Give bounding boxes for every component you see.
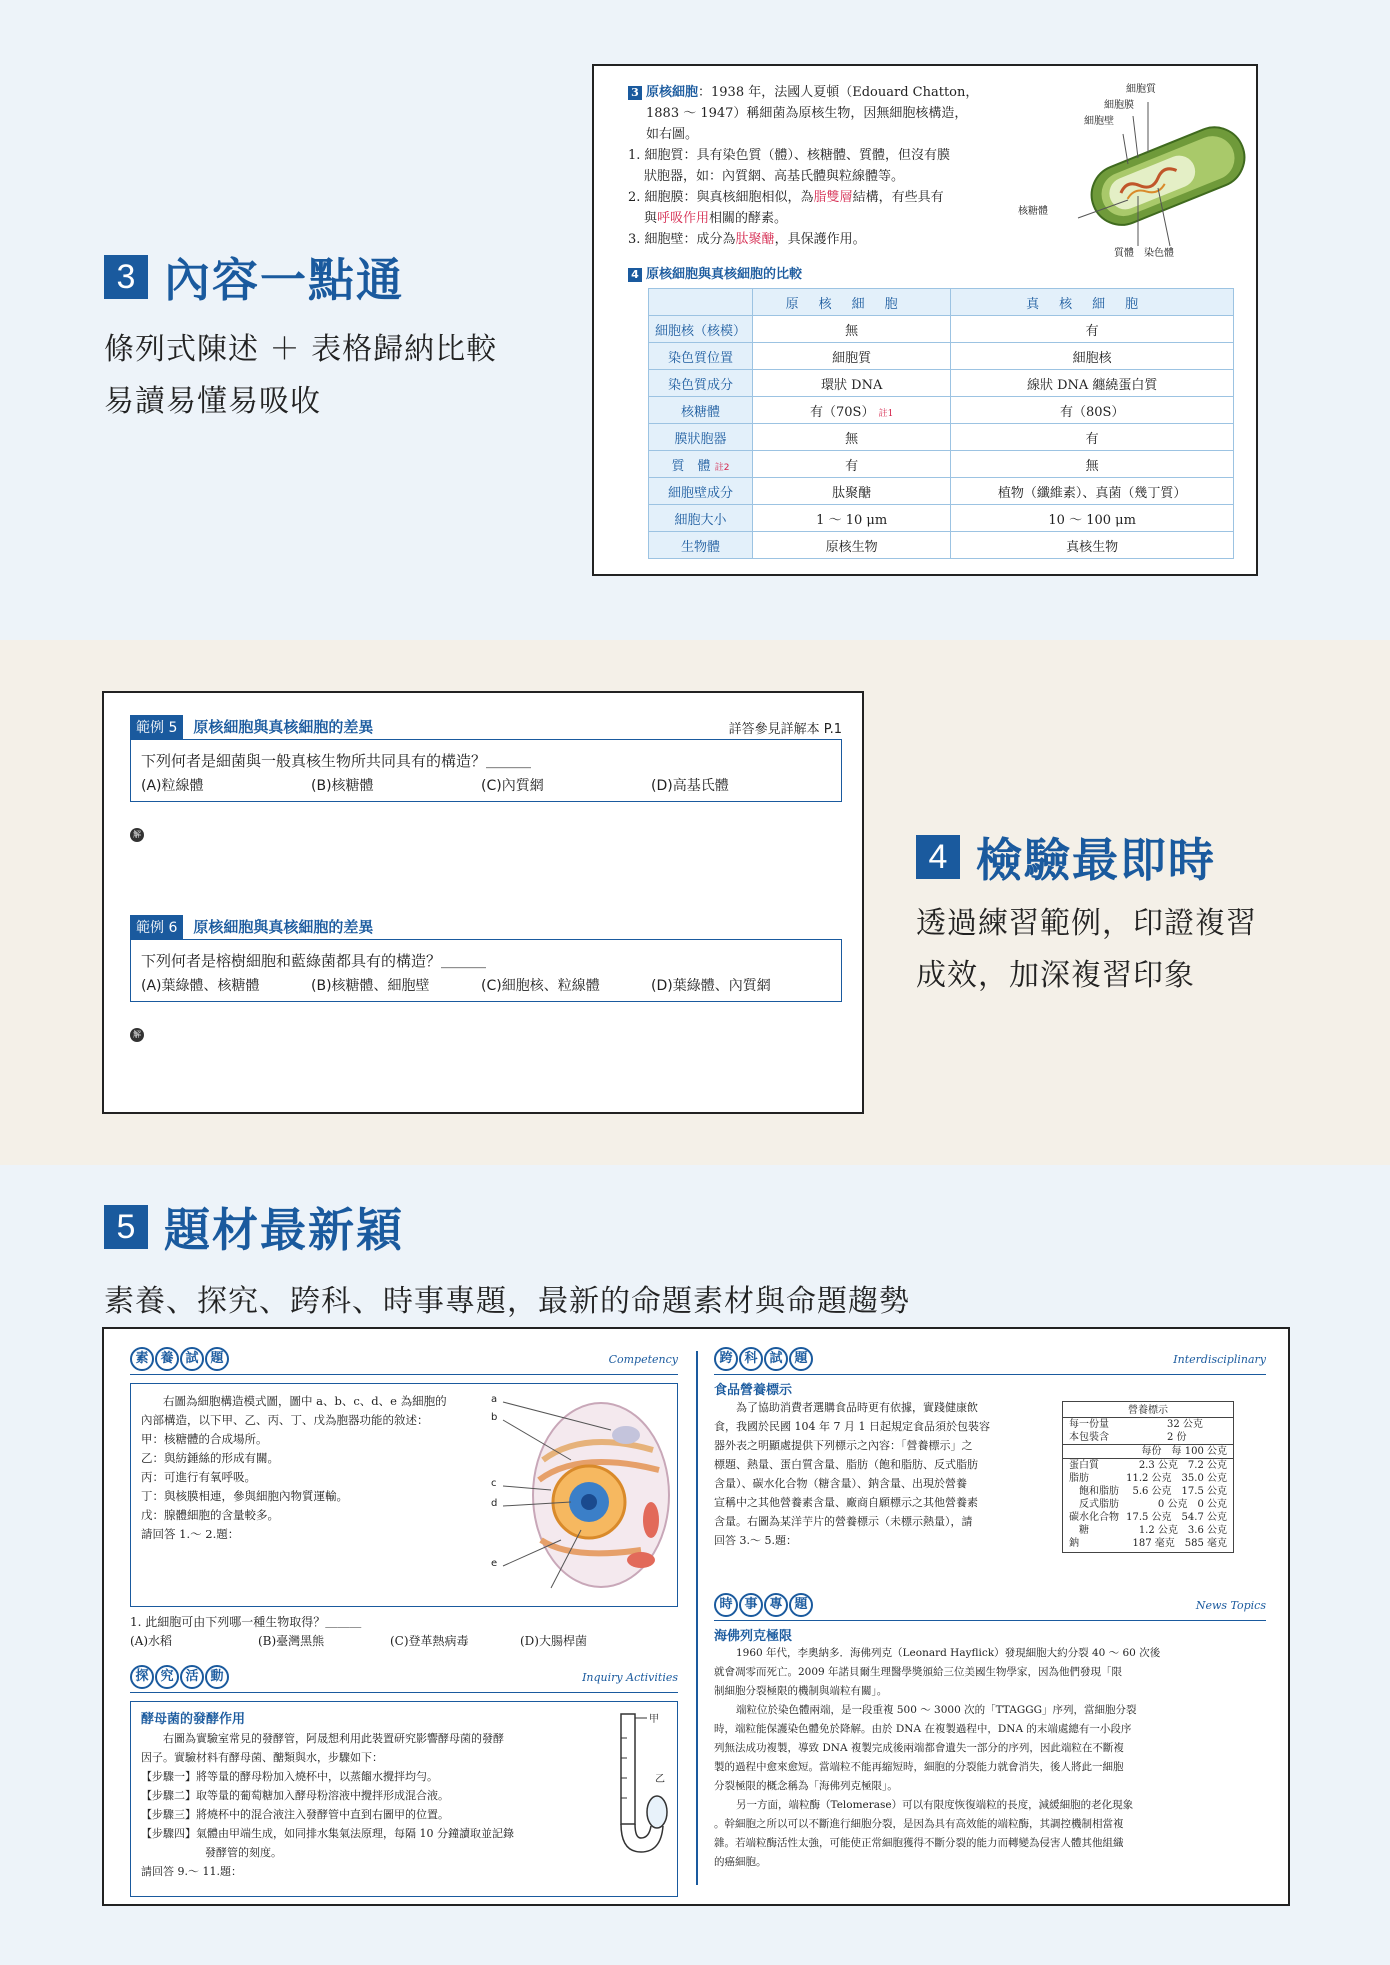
table-cell: 有 xyxy=(951,316,1234,343)
text-line: 戊：腺體細胞的含量較多。 xyxy=(141,1508,279,1522)
text-line: 雜。若端粒酶活性太強，可能使正常細胞獲得不斷分裂的能力而轉變為侵害人體其他組織 xyxy=(714,1837,1124,1849)
nutrient-value: 1.2 公克 xyxy=(1138,1525,1178,1536)
question-text: 下列何者是榕樹細胞和藍綠菌都具有的構造？＿＿＿ xyxy=(141,952,487,970)
text-line: 列無法成功複製，導致 DNA 複製完成後兩端都會遺失一部分的序列，因此端粒在不斷複 xyxy=(714,1742,1124,1754)
diagram-label: 乙 xyxy=(655,1774,665,1785)
text-line: 內部構造，以下甲、乙、丙、丁、戊為胞器功能的敘述： xyxy=(141,1413,429,1427)
table-cell: 真核生物 xyxy=(951,532,1234,559)
nutrition-value: 32 公克 xyxy=(1167,1419,1203,1430)
highlight: 呼吸作用 xyxy=(657,211,710,226)
nutrient-value: 3.6 公克 xyxy=(1187,1525,1227,1536)
text-line: 含量）、碳水化合物（糖含量）、鈉含量、出現於營養 xyxy=(714,1477,967,1490)
nutrient-value: 11.2 公克 xyxy=(1126,1473,1172,1484)
nutrient-name: 脂肪 xyxy=(1069,1473,1089,1484)
table-row xyxy=(649,532,1234,559)
note-marker: 註2 xyxy=(714,462,730,473)
list-item: 1. 細胞質：具有染色質（體）、核糖體、質體，但沒有膜 xyxy=(628,148,951,163)
comparison-table xyxy=(648,288,1234,559)
option: (A)葉綠體、核糖體 xyxy=(141,978,260,994)
nutrient-value: 35.0 公克 xyxy=(1181,1473,1227,1484)
diagram-label: e xyxy=(491,1558,498,1569)
column-divider xyxy=(696,1351,698,1885)
question-box xyxy=(130,739,842,802)
nutrient-value: 0 公克 xyxy=(1197,1499,1227,1510)
example-tag: 範例 5 xyxy=(130,715,183,739)
nutrient-name: 糖 xyxy=(1079,1525,1089,1536)
list-item: 狀胞器，如：內質網、高基氏體與粒線體等。 xyxy=(644,169,905,184)
heading-char: 跨 xyxy=(714,1347,738,1371)
table-row xyxy=(649,478,1234,505)
nutrient-value: 2.3 公克 xyxy=(1138,1460,1178,1471)
diagram-label: 甲 xyxy=(649,1714,659,1725)
competency-section xyxy=(130,1347,678,1651)
text-part: 結構，有些具有 xyxy=(852,190,944,205)
inquiry-section xyxy=(130,1665,678,1897)
feature-desc: 易讀易懂易吸收 xyxy=(104,384,321,419)
heading-char: 活 xyxy=(180,1665,204,1689)
option: (B)核糖體、細胞壁 xyxy=(311,978,430,994)
table-row xyxy=(649,451,1234,478)
option: (B)臺灣黑熊 xyxy=(258,1634,325,1648)
text-line: 甲：核糖體的合成場所。 xyxy=(141,1432,268,1446)
text-line: 。幹細胞之所以可以不斷進行細胞分裂，是因為具有高效能的端粒酶，其調控機制相當複 xyxy=(714,1818,1124,1830)
text-line: 就會凋零而死亡。2009 年諾貝爾生理醫學獎頒給三位美國生物學家，因為他們發現「限 xyxy=(714,1666,1123,1678)
passage-title: 酵母菌的發酵作用 xyxy=(141,1712,246,1727)
table-cell: 有 xyxy=(951,424,1234,451)
table-cell: 無 xyxy=(753,316,951,343)
option: (B)核糖體 xyxy=(311,778,374,794)
text-line: 製的過程中愈來愈短。當端粒不能再縮短時，細胞的分裂能力就會消失，後人將此一細胞 xyxy=(714,1761,1124,1773)
text-line: 右圖為實驗室常見的發酵管，阿晟想利用此裝置研究影響酵母菌的發酵 xyxy=(163,1732,504,1745)
table-cell: 1 ～ 10 μm xyxy=(753,505,951,532)
option: (D)葉綠體、內質網 xyxy=(651,978,771,994)
nutrient-value: 54.7 公克 xyxy=(1181,1512,1227,1523)
row-header: 細胞大小 xyxy=(649,505,753,532)
table-cell: 環狀 DNA xyxy=(753,370,951,397)
feature-title: 題材最新穎 xyxy=(164,1203,404,1257)
table-cell: 細胞核 xyxy=(951,343,1234,370)
question-text: 1. 此細胞可由下列哪一種生物取得？＿＿＿ xyxy=(130,1615,362,1629)
nutrient-name: 鈉 xyxy=(1069,1538,1079,1549)
nutrition-header: 每份 xyxy=(1141,1446,1162,1457)
passage-title: 海佛列克極限 xyxy=(714,1629,793,1644)
option: (A)水稻 xyxy=(130,1634,173,1648)
nutrient-value: 187 毫克 xyxy=(1132,1538,1175,1549)
text-line: 的癌細胞。 xyxy=(714,1856,767,1868)
option: (C)內質網 xyxy=(481,778,544,794)
feature-number: 3 xyxy=(104,255,148,299)
fermentation-tube-diagram xyxy=(601,1708,671,1868)
table-row xyxy=(649,424,1234,451)
section-tag: Interdisciplinary xyxy=(1173,1352,1266,1366)
passage-box xyxy=(130,1383,678,1607)
text-line: 【步驟二】取等量的葡萄糖加入酵母粉溶液中攪拌形成混合液。 xyxy=(141,1789,449,1802)
heading-char: 題 xyxy=(205,1347,229,1371)
feature-desc: 條列式陳述 ＋ 表格歸納比較 xyxy=(104,332,498,367)
text-line: 乙：與紡錘絲的形成有關。 xyxy=(141,1451,279,1465)
text-line: 含量。右圖為某洋芋片的營養標示（未標示熱量），請 xyxy=(714,1515,973,1528)
question-text: 下列何者是細菌與一般真核生物所共同具有的構造？＿＿＿ xyxy=(141,752,532,770)
text-line: ：1938 年，法國人夏頓（Edouard Chatton， xyxy=(698,85,979,100)
text-line: 【步驟一】將等量的酵母粉加入燒杯中，以蒸餾水攪拌均勻。 xyxy=(141,1770,438,1783)
option: (A)粒線體 xyxy=(141,778,204,794)
feature-number: 4 xyxy=(916,835,960,879)
answer-reference: 詳答參見詳解本 P.1 xyxy=(728,721,842,737)
text-part: 2. 細胞膜：與真核細胞相似，為 xyxy=(628,190,814,205)
heading-char: 究 xyxy=(155,1665,179,1689)
text-line: 如右圖。 xyxy=(646,127,699,142)
text-line: 為了協助消費者選購食品時更有依據，實踐健康飲 xyxy=(736,1401,978,1414)
table-cell: 植物（纖維素）、真菌（幾丁質） xyxy=(951,478,1234,505)
column-header: 真核細胞 xyxy=(951,289,1234,316)
diagram-label: 細胞壁 xyxy=(1084,116,1114,127)
table-cell: 細胞質 xyxy=(753,343,951,370)
heading-char: 試 xyxy=(180,1347,204,1371)
content-card xyxy=(592,64,1258,576)
question-box xyxy=(130,939,842,1002)
diagram-label: 質體 xyxy=(1114,248,1134,259)
feature-title: 檢驗最即時 xyxy=(976,833,1216,887)
text-line: 【步驟四】氣體由甲端生成，如同排水集氣法原理，每隔 10 分鐘讀取並記錄 xyxy=(141,1827,514,1840)
text-line: 回答 3.～ 5.題： xyxy=(714,1534,797,1547)
diagram-label: 染色體 xyxy=(1144,248,1174,259)
column-header: 原核細胞 xyxy=(753,289,951,316)
heading-char: 專 xyxy=(764,1593,788,1617)
diagram-label: 細胞膜 xyxy=(1104,100,1134,111)
heading-char: 事 xyxy=(739,1593,763,1617)
text-line: 丙：可進行有氧呼吸。 xyxy=(141,1470,256,1484)
heading-char: 養 xyxy=(155,1347,179,1371)
option: (C)細胞核、粒線體 xyxy=(481,978,600,994)
heading-char: 試 xyxy=(764,1347,788,1371)
section-title: 原核細胞與真核細胞的比較 xyxy=(646,267,803,282)
feature-desc: 成效，加深複習印象 xyxy=(916,958,1195,993)
example-title: 原核細胞與真核細胞的差異 xyxy=(193,918,374,936)
row-header: 膜狀胞器 xyxy=(649,424,753,451)
passage-box xyxy=(130,1701,678,1897)
interdisciplinary-section xyxy=(714,1347,1266,1579)
feature-number: 5 xyxy=(104,1205,148,1249)
nutrition-field: 本包裝含 xyxy=(1069,1432,1109,1443)
section-title: 原核細胞 xyxy=(646,85,699,100)
nutrition-header: 每 100 公克 xyxy=(1171,1446,1227,1457)
table-row xyxy=(649,397,1234,424)
text-part: 與 xyxy=(644,211,658,226)
heading-char: 科 xyxy=(739,1347,763,1371)
option: (D)高基氏體 xyxy=(651,778,729,794)
feature-4 xyxy=(916,824,1257,1002)
text-line: 端粒位於染色體兩端，是一段重複 500 ～ 3000 次的「TTAGGG」序列，當細胞分裂 xyxy=(736,1704,1137,1716)
text-line: 請回答 1.～ 2.題： xyxy=(141,1527,240,1541)
text-line: 因子。實驗材料有酵母菌、醣類與水，步驟如下： xyxy=(141,1751,383,1764)
section-tag: News Topics xyxy=(1195,1598,1266,1612)
heading-char: 時 xyxy=(714,1593,738,1617)
feature-3 xyxy=(104,244,497,428)
row-header: 染色質成分 xyxy=(649,370,753,397)
section-number: 3 xyxy=(628,86,642,100)
nutrient-value: 0 公克 xyxy=(1157,1499,1188,1510)
nutrition-label xyxy=(1062,1401,1234,1553)
example-tag: 範例 6 xyxy=(130,915,183,939)
text-line: 右圖為細胞構造模式圖，圖中 a、b、c、d、e 為細胞的 xyxy=(163,1394,447,1408)
section-tag: Inquiry Activities xyxy=(582,1670,678,1684)
row-header: 生物體 xyxy=(649,532,753,559)
table-row xyxy=(649,370,1234,397)
section-number: 4 xyxy=(628,268,642,282)
table-cell: 線狀 DNA 纏繞蛋白質 xyxy=(951,370,1234,397)
text-line: 1960 年代，李奧納多．海佛列克（Leonard Hayflick）發現細胞大約分裂 40 ～ 60 次後 xyxy=(736,1647,1161,1659)
feature-desc: 素養、探究、跨科、時事專題，最新的命題素材與命題趨勢 xyxy=(104,1284,910,1319)
option: (D)大腸桿菌 xyxy=(520,1634,587,1648)
diagram-label: a xyxy=(491,1394,498,1405)
text-line: 食，我國於民國 104 年 7 月 1 日起規定食品須於包裝容 xyxy=(714,1420,990,1433)
table-cell xyxy=(753,397,951,424)
nutrient-value: 585 毫克 xyxy=(1184,1538,1227,1549)
text-part: 相關的酵素。 xyxy=(709,211,788,226)
example-title: 原核細胞與真核細胞的差異 xyxy=(193,718,374,736)
table-cell: 肽聚醣 xyxy=(753,478,951,505)
heading-char: 動 xyxy=(205,1665,229,1689)
passage-title: 食品營養標示 xyxy=(714,1383,793,1398)
text-line: 器外表之明顯處提供下列標示之內容：「營養標示」之 xyxy=(714,1439,973,1452)
table-row xyxy=(649,505,1234,532)
nutrient-name: 碳水化合物 xyxy=(1069,1512,1119,1523)
text-line: 分裂極限的概念稱為「海佛列克極限」。 xyxy=(714,1780,898,1792)
table-row xyxy=(649,343,1234,370)
section-tag: Competency xyxy=(608,1352,678,1366)
heading-char: 題 xyxy=(789,1347,813,1371)
row-header xyxy=(649,451,753,478)
feature-title: 內容一點通 xyxy=(164,253,404,307)
answer-marker: 解 xyxy=(130,1028,144,1042)
heading-char: 題 xyxy=(789,1593,813,1617)
nutrition-field: 每一份量 xyxy=(1069,1419,1109,1430)
text-part: 3. 細胞壁：成分為 xyxy=(628,232,736,247)
text-line: 標題、熱量、蛋白質含量、脂肪（飽和脂肪、反式脂肪 xyxy=(714,1458,978,1471)
row-header: 細胞核（核模） xyxy=(649,316,753,343)
text-line: 時，端粒能保護染色體免於降解。由於 DNA 在複製過程中，DNA 的末端處總有一小段序 xyxy=(714,1723,1132,1735)
text-line: 宣稱中之其他營養素含量、廠商自願標示之其他營養素 xyxy=(714,1496,978,1509)
table-cell: 有（80S） xyxy=(951,397,1234,424)
diagram-label: c xyxy=(491,1478,497,1489)
text-line: 【步驟三】將燒杯中的混合液注入發酵管中直到右圖甲的位置。 xyxy=(141,1808,449,1821)
table-cell: 無 xyxy=(951,451,1234,478)
option: (C)登革熱病毒 xyxy=(390,1634,469,1648)
nutrient-name: 蛋白質 xyxy=(1069,1460,1099,1471)
note-marker: 註1 xyxy=(878,408,894,419)
feature-5 xyxy=(104,1194,910,1328)
row-header: 核糖體 xyxy=(649,397,753,424)
cell-text: 有（70S） xyxy=(810,404,875,420)
table-cell: 10 ～ 100 μm xyxy=(951,505,1234,532)
bacterium-diagram xyxy=(1018,78,1254,258)
feature-desc: 透過練習範例，印證複習 xyxy=(916,906,1257,941)
table-cell: 有 xyxy=(753,451,951,478)
news-section xyxy=(714,1593,1266,1872)
nutrient-value: 17.5 公克 xyxy=(1126,1512,1172,1523)
text-line: 丁：與核膜相連，參與細胞內物質運輸。 xyxy=(141,1489,348,1503)
row-header: 染色質位置 xyxy=(649,343,753,370)
row-header: 細胞壁成分 xyxy=(649,478,753,505)
highlight: 脂雙層 xyxy=(813,190,853,205)
nutrient-name: 反式脂肪 xyxy=(1079,1499,1119,1510)
answer-marker: 解 xyxy=(130,828,144,842)
table-cell: 原核生物 xyxy=(753,532,951,559)
heading-char: 素 xyxy=(130,1347,154,1371)
highlight: 肽聚醣 xyxy=(735,232,775,247)
diagram-label: d xyxy=(491,1498,498,1509)
table-row xyxy=(649,316,1234,343)
cell-diagram xyxy=(491,1390,671,1600)
diagram-label: b xyxy=(491,1412,498,1423)
text-line: 制細胞分裂極限的機制與端粒有關」。 xyxy=(714,1685,888,1697)
topics-card xyxy=(102,1327,1290,1906)
nutrition-title: 營養標示 xyxy=(1063,1404,1233,1418)
text-part: ，具保護作用。 xyxy=(774,232,866,247)
nutrient-value: 7.2 公克 xyxy=(1187,1460,1227,1471)
diagram-label: 核糖體 xyxy=(1018,206,1048,217)
table-cell: 無 xyxy=(753,424,951,451)
example-card xyxy=(102,691,864,1114)
nutrient-name: 飽和脂肪 xyxy=(1079,1486,1119,1497)
text-line: 另一方面，端粒酶（Telomerase）可以有限度恢復端粒的長度，減緩細胞的老化現象 xyxy=(736,1799,1134,1811)
heading-char: 探 xyxy=(130,1665,154,1689)
diagram-label: 細胞質 xyxy=(1126,84,1156,95)
text-line: 1883 ～ 1947）稱細菌為原核生物，因無細胞核構造， xyxy=(646,106,968,121)
nutrient-value: 5.6 公克 xyxy=(1132,1486,1172,1497)
table-corner xyxy=(649,289,753,316)
cell-text: 質 體 xyxy=(671,458,711,474)
nutrient-value: 17.5 公克 xyxy=(1181,1486,1227,1497)
nutrition-value: 2 份 xyxy=(1167,1432,1187,1443)
text-line: 請回答 9.～ 11.題： xyxy=(141,1865,242,1878)
text-line: 發酵管的刻度。 xyxy=(205,1846,282,1859)
